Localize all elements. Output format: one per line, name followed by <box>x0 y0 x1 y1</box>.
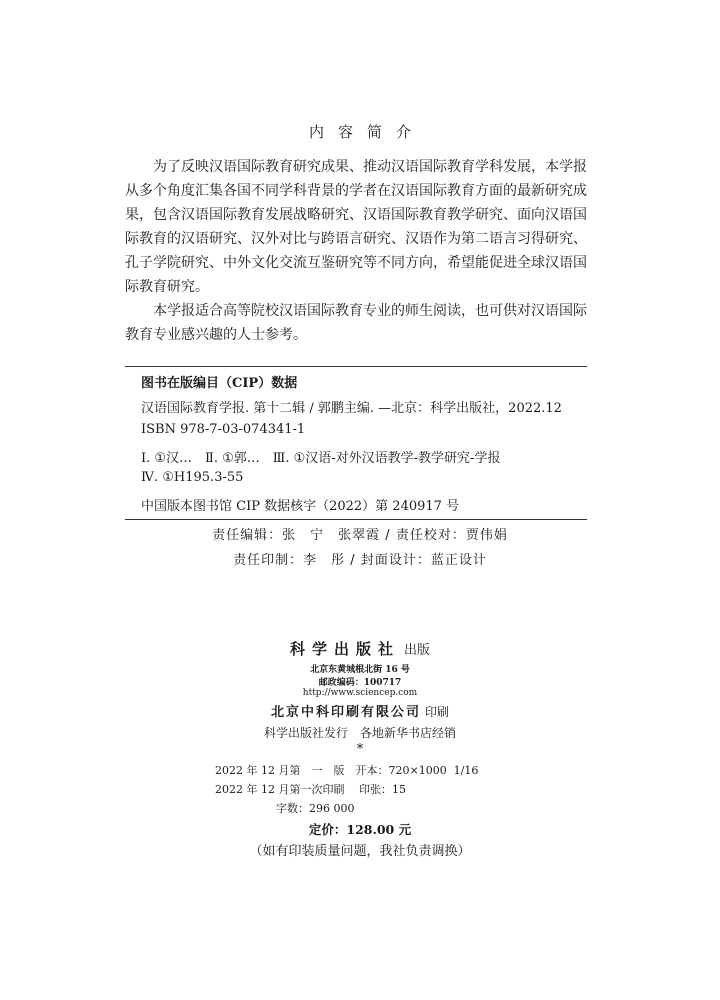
editor-credits: 责任编辑：张 宁 张翠霞 / 责任校对：贾伟娟 <box>212 528 508 543</box>
publisher-postcode: 邮政编码：100717 <box>318 678 402 688</box>
edition-info: 2022 年 12 月第 一 版 开本：720×1000 1/16 <box>215 764 479 777</box>
cip-heading: 图书在版编目（CIP）数据 <box>141 376 298 391</box>
publisher-address: 北京东黄城根北街 16 号 <box>310 665 410 675</box>
cip-block <box>125 366 587 520</box>
cip-record: 汉语国际教育学报. 第十二辑 / 郭鹏主编. —北京：科学出版社，2022.12 <box>141 401 562 416</box>
publisher-url: http://www.sciencep.com <box>302 688 418 698</box>
summary-paragraph: 为了反映汉语国际教育研究成果、推动汉语国际教育学科发展，本学报从多个角度汇集各国不同学科背景的学者在汉语国际教育方面的最新研究成果，包含汉语国际教育发展战略研究、汉语国际教育教学研究、面向汉语国际教育的汉语研究、汉外对比与跨语言研究、汉语作为第二语言习得研究、孔子学院研究、中外文化交流互鉴研究等不同方向，希望能促进全球汉语国际教育研究。 <box>125 159 587 295</box>
printer-line <box>0 701 720 720</box>
price-label: 定价：128.00 元 <box>308 822 412 837</box>
printer-suffix: 印刷 <box>425 705 450 719</box>
printer-logo: 北京中科印刷有限公司 <box>270 705 421 720</box>
separator-asterisk: * <box>356 742 364 757</box>
cip-isbn: ISBN 978-7-03-074341-1 <box>141 422 306 437</box>
cip-data-number: 中国版本图书馆 CIP 数据核字（2022）第 240917 号 <box>141 499 460 514</box>
publisher-line <box>0 638 720 659</box>
word-count: 字数：296 000 <box>276 802 355 815</box>
cip-classification: Ⅳ. ①H195.3-55 <box>141 470 244 485</box>
summary-title: 内容简介 <box>308 123 425 141</box>
publisher-logo: 科学出版社 <box>289 640 400 658</box>
publisher-suffix: 出版 <box>404 643 431 658</box>
quality-notice: （如有印装质量问题，我社负责调换） <box>249 844 471 859</box>
distribution-line: 科学出版社发行 各地新华书店经销 <box>263 726 456 740</box>
cip-subjects: Ⅰ. ①汉… Ⅱ. ①郭… Ⅲ. ①汉语-对外汉语教学-教学研究-学报 <box>141 451 501 466</box>
production-credits: 责任印制：李 彤 / 封面设计：蓝正设计 <box>233 553 487 568</box>
printing-info: 2022 年 12 月第一次印刷 印张：15 <box>215 783 406 796</box>
summary-body <box>125 155 587 347</box>
summary-paragraph: 本学报适合高等院校汉语国际教育专业的师生阅读，也可供对汉语国际教育专业感兴趣的人士参考。 <box>125 303 587 343</box>
